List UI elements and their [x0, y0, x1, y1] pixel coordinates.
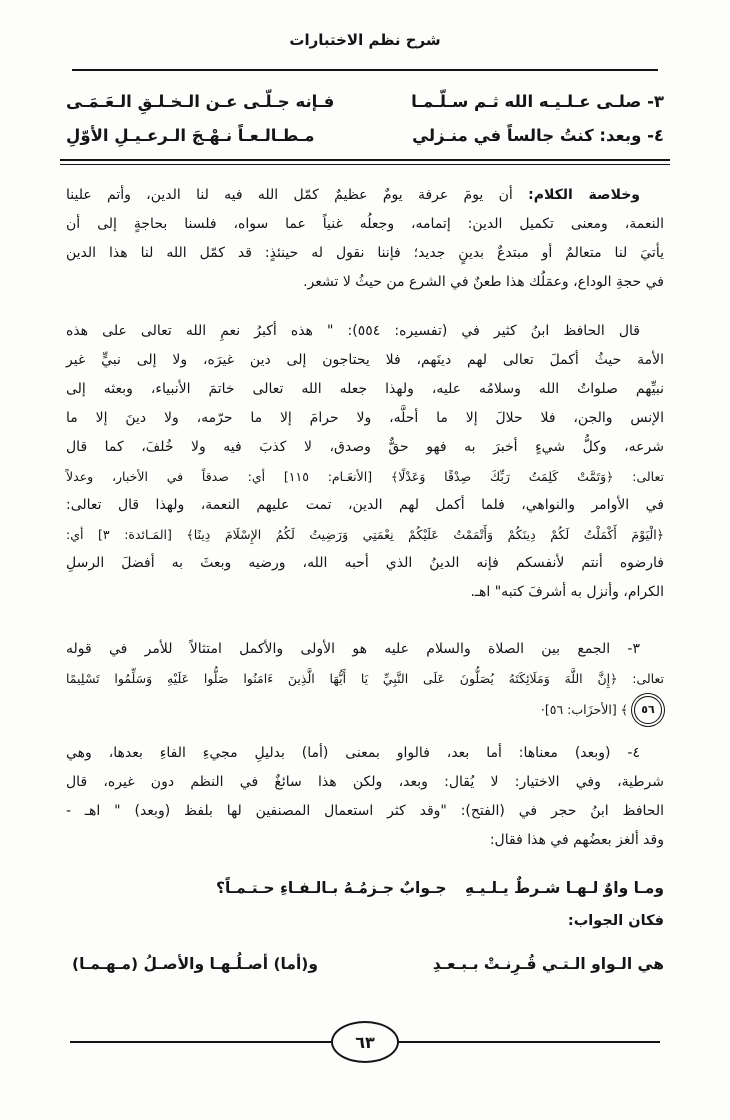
text-line: النعمة، ومعنى تكميل الدين: إتمامه، وجعلُه غنياً عما سواه، فلسنا بحاجةٍ إلى أن — [66, 216, 664, 232]
page-header-title: شرح نظم الاختبارات — [289, 31, 441, 49]
page-number: ٦٣ — [355, 1032, 375, 1052]
paragraph-khulasat-al-kalam — [66, 181, 664, 297]
book-page — [0, 28, 730, 1120]
poem-hemistich-right: ٣- صلـى عـلـيـه الله ثـم سـلّـمـا — [411, 92, 664, 111]
text-line: الإنس والجن، فلا حلالَ إلا ما أحلَّه، ولا حرامَ إلا ما حرّمه، ولا دينَ إلا ما — [66, 410, 664, 426]
text-line: شرعه، وكلُّ شيءٍ أخبرَ به فهو حقٌّ وصدق، لا كذبَ فيه ولا خُلفَ، كما قال — [66, 439, 664, 455]
poem-hemistich-left: و(أما) أصـلُـهـا والأصـلُ (مـهـمـا) — [72, 955, 318, 973]
page-footer — [0, 1021, 730, 1063]
page-number-badge — [331, 1021, 399, 1063]
header-rule — [72, 69, 658, 71]
poem-separator-rule — [60, 159, 670, 165]
paragraph-lead: وخلاصة الكلام: — [528, 187, 640, 203]
answer-label: فكان الجواب: — [567, 913, 664, 929]
poem-line — [72, 947, 664, 981]
text-line: ٣- الجمع بين الصلاة والسلام عليه هو الأولى والأكمل امتثالاً للأمر في قوله — [66, 641, 640, 657]
poem-line — [216, 873, 664, 903]
poem-hemistich-left: مـطـالـعـاً نـهْـجَ الـرعـيـلِ الأوّلِ — [66, 126, 315, 145]
paragraph-point-4 — [66, 739, 664, 855]
ayah-number-medallion: ٥٦ — [634, 696, 662, 724]
ayah-citation-line — [66, 693, 664, 727]
text-line: الأمة حيثُ أكملَ تعالى لهم دينَهم، فلا يحتاجون إلى دين غيرَه، ولا إلى نبيٍّ غير — [66, 352, 664, 368]
text-line: قال الحافظ ابنُ كثير في (تفسيره: ٥٥٤): " هذه أكبرُ نعمِ الله تعالى على هذه — [66, 323, 640, 339]
surah-citation: ﴾ [الأحزَاب: ٥٦]· — [540, 702, 628, 717]
footer-rule-left — [70, 1041, 331, 1043]
poem-line — [66, 85, 664, 119]
answer-poem — [72, 947, 664, 981]
text-line: شرطية، وفي الاختيار: لا يُقال: وبعد، ولكن هذا سائغٌ في النظم دون غيره، قال — [66, 774, 664, 790]
text-line: في الأوامر والنواهي، فلما أكمل لهم الدين، تمت عليهم النعمة، ولهذا قال تعالى: — [66, 497, 664, 513]
poem-hemistich-left: فـإنه جـلّـى عـن الـخـلـقِ الـعَـمَـى — [66, 92, 335, 111]
quran-verse-line: تعالى: ﴿إِنَّ اللَّهَ وَمَلَائِكَتَهُ يُصَلُّونَ عَلَى النَّبِيِّ يَا أَيُّهَا الَّذِينَ ءَامَنُوا صَلُّوا عَلَيْهِ وَسَلِّمُوا تَسْلِيمًا — [66, 671, 664, 686]
paragraph-ibn-kathir-quote — [66, 317, 664, 607]
text-line: الحافظ ابنُ حجر في (الفتح): "وقد كثر استعمال المصنفين لها بلفظ (وبعد) " اهـ - — [66, 803, 664, 819]
riddle-poem — [216, 873, 664, 903]
text-line: يأتيَ لنا متعالمٌ أو مبتدعٌ بدينٍ جديد؛ فإننا نقول له حينئذٍ: قد كمّل الله لنا هذا الدين — [66, 245, 664, 261]
quran-verse-line: تعالى: ﴿وَتَمَّتْ كَلِمَتُ رَبِّكَ صِدْقًا وَعَدْلًا﴾ [الأنعَـام: ١١٥] أي: صدقاً في الأخبار، وعدلاً — [66, 469, 664, 484]
poem-line — [66, 119, 664, 153]
text-line: ٤- (وبعد) معناها: أما بعد، فالواو بمعنى (أما) بدليلِ مجيءِ الفاءِ بعدها، وهي — [66, 745, 640, 761]
text-line — [66, 181, 664, 210]
text-line: فارضوه أنتم لأنفسكم فإنه الدينُ الذي أحبه الله، ورضيه وبعثَ به أفضلَ الرسلِ — [66, 555, 664, 571]
footer-rule-right — [399, 1041, 660, 1043]
poem-hemistich-right: هي الـواو الـتـي قُـرِنـتْ بـبـعـدِ — [432, 955, 664, 973]
text-line-rest: أن يومَ عرفة يومٌ عظيمٌ كمّل الله فيه لنا الدين، وأتم علينا — [66, 187, 513, 203]
poem-hemistich-right: ٤- وبعد: كنتُ جالساً في منـزلي — [412, 126, 664, 145]
body-text — [66, 181, 664, 855]
text-line: الكرام، وأنزل به أشرفَ كتبه" اهـ. — [470, 584, 664, 600]
paragraph-point-3 — [66, 635, 664, 727]
quran-verse-line: ﴿الْيَوْمَ أَكْمَلْتُ لَكُمْ دِينَكُمْ وَأَتْمَمْتُ عَلَيْكُمْ نِعْمَتِي وَرَضِيتُ لَكُمُ الإِسْلَامَ دِينًا﴾ [المَـائدة: ٣] أي: — [66, 527, 665, 542]
poem-hemistich-right: ومـا واوٌ لـهـا شـرطٌ يـلـيـهِ — [464, 879, 664, 897]
poem-hemistich-left: جـوابٌ جـزمُـهُ بـالـفـاءِ حـتـمـاً؟ — [216, 879, 447, 897]
text-line: في حجةِ الوداع، وعمَلُك هذا طعنٌ في الشرع من حيثُ لا تشعر. — [303, 274, 664, 290]
opening-poem — [66, 85, 664, 153]
text-line: نبيِّهم صلواتُ الله وسلامُه عليه، ولهذا جعله الله تعالى خاتمَ الأنبياء، وبعثه إلى — [66, 381, 664, 397]
text-line: وقد ألغز بعضُهم في هذا فقال: — [489, 832, 664, 848]
